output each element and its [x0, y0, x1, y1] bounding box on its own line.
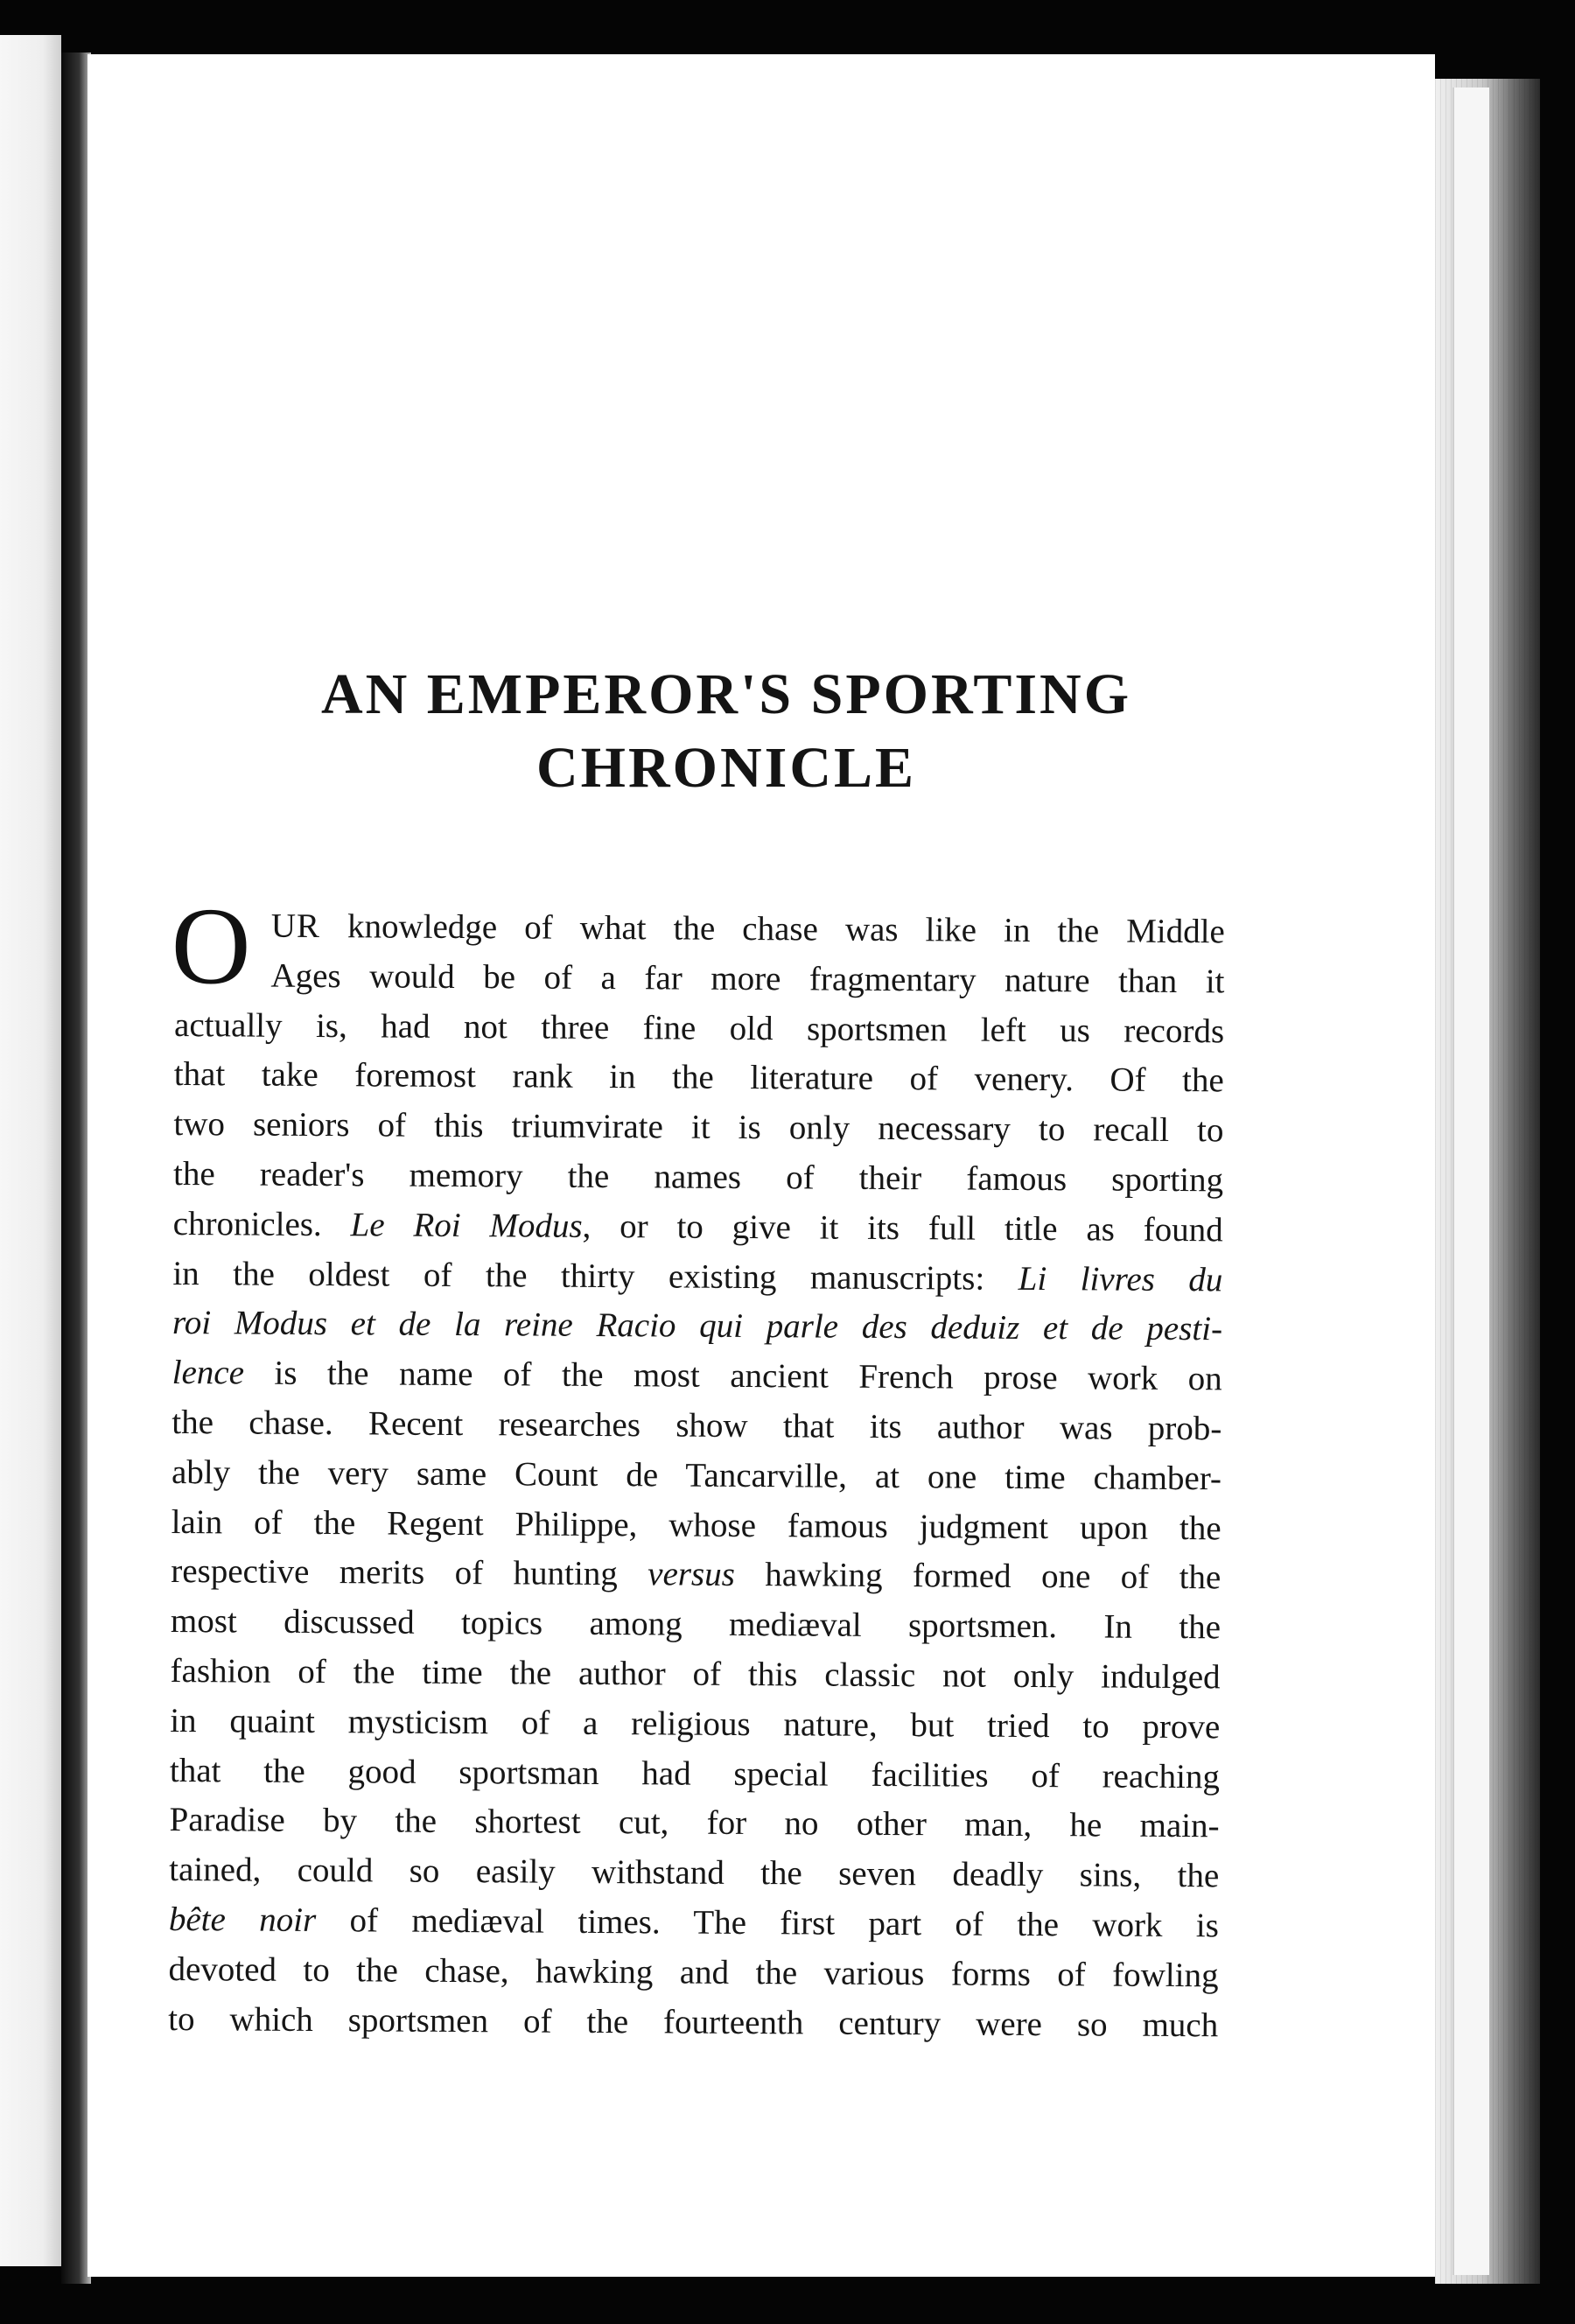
text-line: in quaint mysticism of a religious nature, but tried to prove [170, 1701, 1221, 1746]
text-line: most discussed topics among mediæval sportsmen. In the [170, 1602, 1222, 1647]
text-line: the chase. Recent researches show that its author was prob- [172, 1403, 1222, 1448]
text-line: UR knowledge of what the chase was like in the Middle [270, 906, 1225, 951]
text-line: devoted to the chase, hawking and the various forms of fowling [168, 1950, 1219, 1995]
text-line: respective merits of hunting versus hawking formed one of the [171, 1552, 1222, 1597]
text-line: Ages would be of a far more fragmentary nature than it [270, 956, 1225, 1001]
text-line: lence is the name of the most ancient French prose work on [172, 1354, 1222, 1398]
italic-title: Le Roi Modus [350, 1206, 583, 1245]
text-line: ably the very same Count de Tancarville, at one time chamber- [171, 1452, 1222, 1498]
text-line: lain of the Regent Philippe, whose famous judgment upon the [171, 1502, 1222, 1547]
text-line: tained, could so easily withstand the seven deadly sins, the [169, 1851, 1220, 1895]
text-line: two seniors of this triumvirate it is only necessary to recall to [173, 1105, 1224, 1150]
text-line: roi Modus et de la reine Racio qui parle des deduiz et de pesti- [172, 1304, 1223, 1348]
chapter-title-line-1: AN EMPEROR'S SPORTING [320, 662, 1132, 726]
page-fore-edge [1452, 88, 1489, 2275]
previous-page-edge [0, 35, 61, 2266]
book-gutter [61, 52, 91, 2284]
chapter-title-line-2: CHRONICLE [536, 736, 917, 800]
text-line: that take foremost rank in the literature of venery. Of the [173, 1055, 1224, 1100]
text-line: in the oldest of the thirty existing manuscripts: Li livres du [172, 1254, 1223, 1298]
text-line: actually is, had not three fine old sportsmen left us records [174, 1005, 1225, 1050]
chapter-title [88, 658, 1365, 805]
text-line: that the good sportsman had special facilities of reaching [169, 1751, 1221, 1796]
text-line: to which sportsmen of the fourteenth century were so much [168, 1999, 1219, 2044]
text-line: fashion of the time the author of this classic not only indulged [170, 1651, 1221, 1697]
body-paragraph [168, 885, 1225, 2051]
drop-cap: O [171, 885, 252, 1008]
text-line: Paradise by the shortest cut, for no other man, he main- [169, 1801, 1220, 1845]
text-line: chronicles. Le Roi Modus, or to give it its full title as found [172, 1204, 1223, 1250]
text-line: bête noir of mediæval times. The first part of the work is [168, 1900, 1220, 1945]
text-line: the reader's memory the names of their famous sporting [172, 1154, 1224, 1200]
